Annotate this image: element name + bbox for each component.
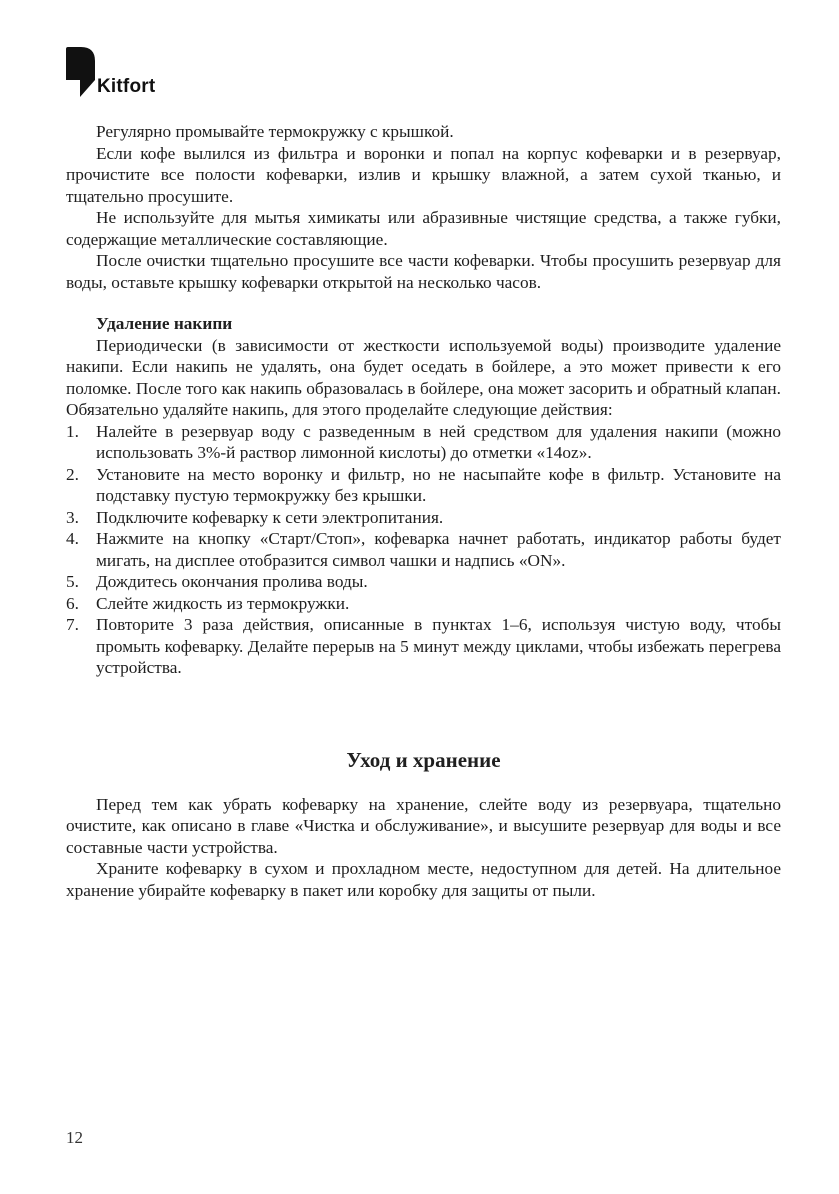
- storage-heading: Уход и хранение: [346, 747, 501, 772]
- list-item: [66, 571, 781, 593]
- descaling-section: [66, 313, 781, 679]
- paragraph: Храните кофеварку в сухом и прохладном месте, недоступном для детей. На длительное хранение убирайте кофеварку в пакет или коробку для защиты от пыли.: [66, 859, 781, 900]
- step-number: 2.: [66, 464, 79, 484]
- page-content: [66, 121, 781, 901]
- step-text: Нажмите на кнопку «Старт/Стоп», кофеварка начнет работать, индикатор работы будет мигать, на дисплее отобразится символ чашки и надпись «ON».: [96, 529, 781, 570]
- list-item: [66, 421, 781, 464]
- list-item: [66, 593, 781, 615]
- step-number: 5.: [66, 572, 79, 591]
- paragraph: Не используйте для мытья химикаты или абразивные чистящие средства, а также губки, содержащие металлические составляющие.: [66, 208, 781, 249]
- storage-section: [66, 794, 781, 902]
- step-text: Дождитесь окончания пролива воды.: [96, 572, 368, 591]
- list-item: [66, 464, 781, 507]
- brand-name: Kitfort: [97, 76, 156, 97]
- paragraph: Перед тем как убрать кофеварку на хранение, слейте воду из резервуара, тщательно очистите, как описано в главе «Чистка и обслуживание», и высушите резервуар для воды и все составные части устройства.: [66, 794, 781, 857]
- list-item: [66, 507, 781, 529]
- step-text: Налейте в резервуар воду с разведенным в ней средством для удаления накипи (можно использовать 3%-й раствор лимонной кислоты) до отметки «14oz».: [96, 421, 781, 462]
- step-number: 3.: [66, 507, 79, 527]
- descaling-heading: Удаление накипи: [96, 314, 233, 333]
- step-text: Повторите 3 раза действия, описанные в пунктах 1–6, используя чистую воду, чтобы промыть кофеварку. Делайте перерыв на 5 минут между циклами, чтобы избежать перегрева устройства.: [96, 615, 781, 677]
- paragraph: После очистки тщательно просушите все части кофеварки. Чтобы просушить резервуар для воды, оставьте крышку кофеварки открытой на несколько часов.: [66, 251, 781, 292]
- paragraph: Регулярно промывайте термокружку с крышкой.: [96, 122, 454, 141]
- list-item: [66, 614, 781, 679]
- paragraph: Если кофе вылился из фильтра и воронки и попал на корпус кофеварки и в резервуар, прочистите все полости кофеварки, излив и крышку влажной, а затем сухой тканью, и тщательно просушите.: [66, 143, 781, 206]
- descaling-intro: Периодически (в зависимости от жесткости используемой воды) производите удаление накипи. Если накипь не удалять, она будет оседать в бойлере, а это может привести к его поломке. После того как накипь образовалась в бойлере, она может засорить и обратный клапан. Обязательно удаляйте накипь, для этого проделайте следующие действия:: [66, 335, 781, 419]
- step-number: 4.: [66, 529, 79, 548]
- step-number: 1.: [66, 421, 79, 441]
- page-number: 12: [66, 1128, 83, 1147]
- descaling-steps: [66, 421, 781, 679]
- list-item: [66, 528, 781, 571]
- step-text: Слейте жидкость из термокружки.: [96, 593, 350, 613]
- cleaning-section: [66, 121, 781, 293]
- step-number: 7.: [66, 615, 79, 634]
- step-number: 6.: [66, 593, 79, 613]
- step-text: Подключите кофеварку к сети электропитания.: [96, 507, 444, 527]
- step-text: Установите на место воронку и фильтр, но не насыпайте кофе в фильтр. Установите на подставку пустую термокружку без крышки.: [96, 464, 781, 505]
- kitfort-logo-icon: [66, 47, 96, 97]
